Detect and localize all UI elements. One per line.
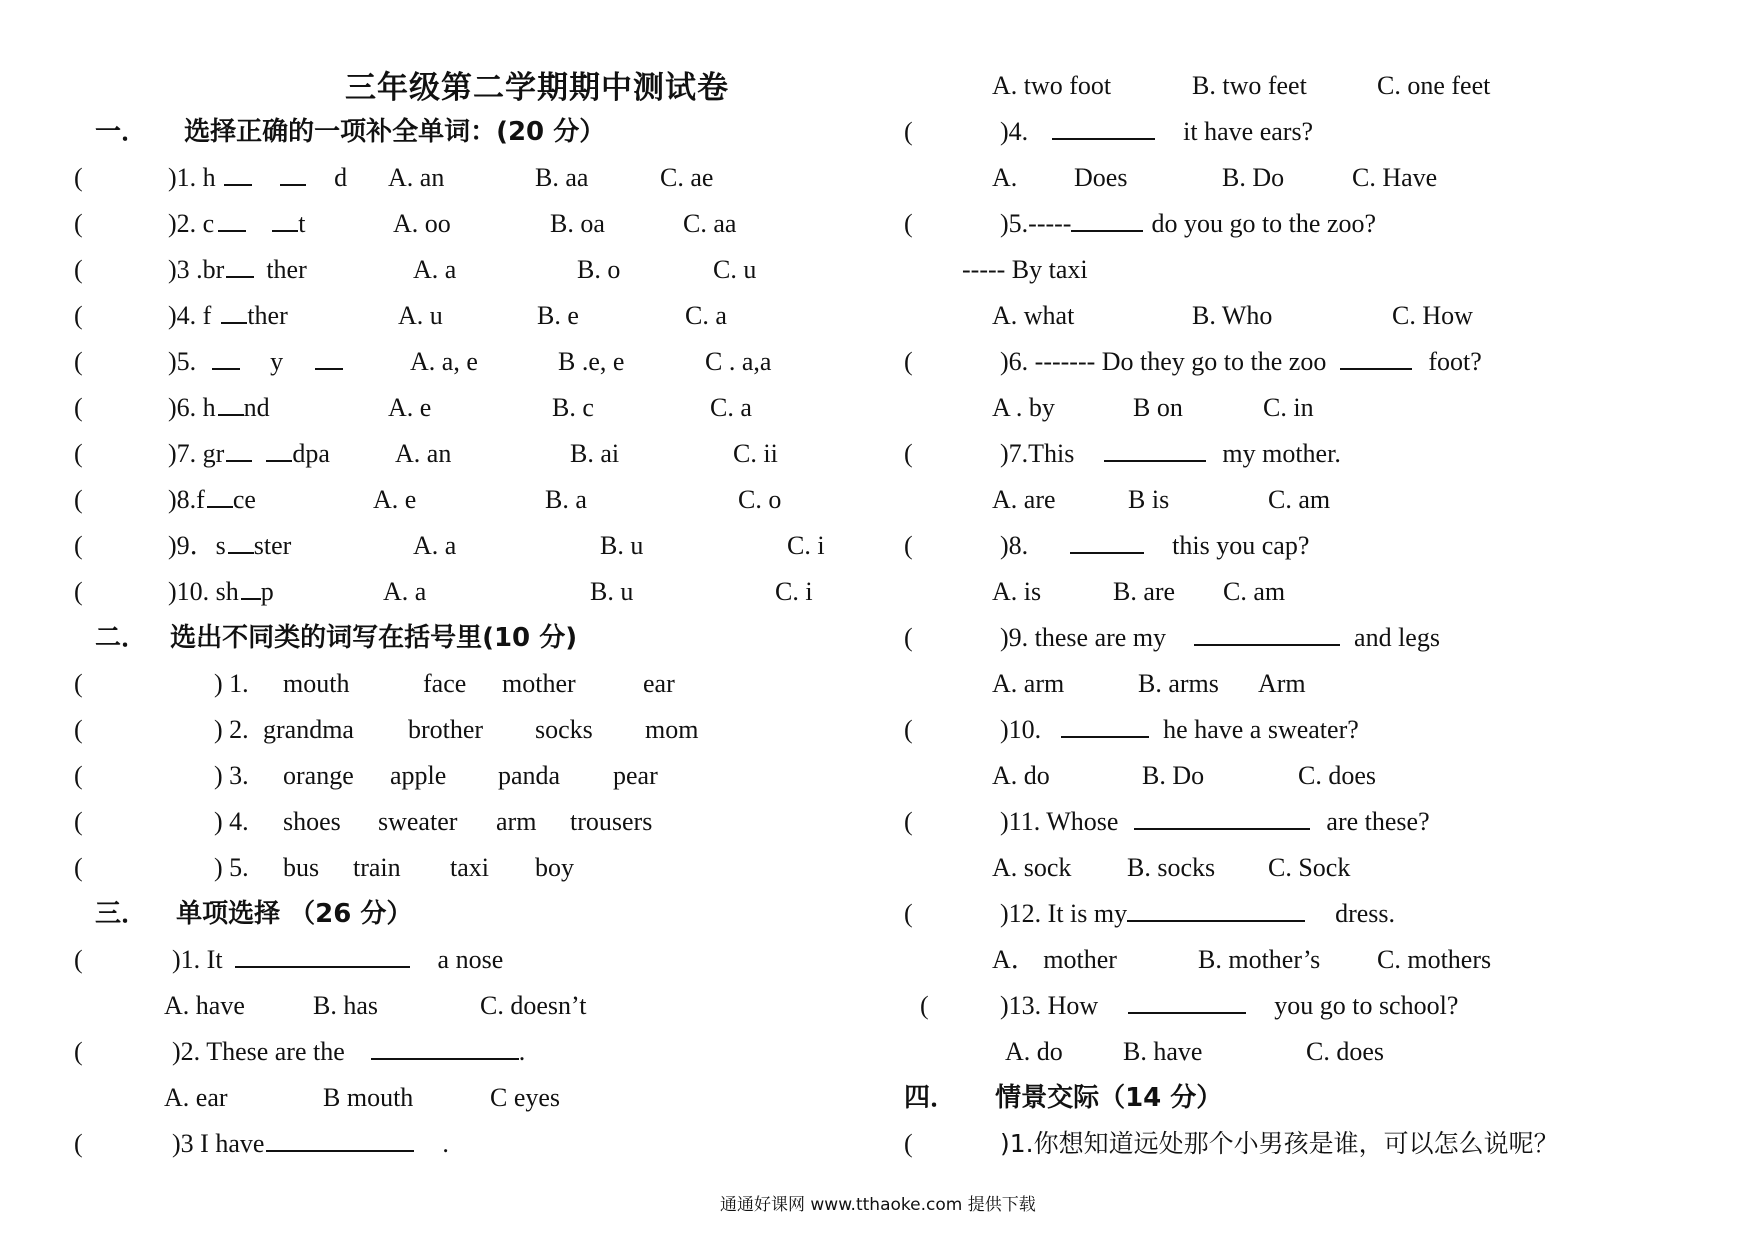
section2-heading [95, 618, 577, 658]
answer-paren[interactable]: ( [74, 531, 83, 560]
answer-paren[interactable]: ( [904, 623, 913, 652]
option-a: A. e [388, 393, 432, 422]
answer-paren[interactable]: ( [74, 255, 83, 284]
option-c: C. does [1306, 1037, 1384, 1066]
blank[interactable] [1340, 342, 1412, 370]
option-a: A. u [398, 301, 443, 330]
option-a-text: Does [1074, 163, 1128, 192]
option-b: B mouth [323, 1083, 414, 1112]
option-c: C. i [775, 577, 813, 606]
s3-q3-tail: . [442, 1129, 449, 1158]
answer-paren[interactable]: ( [904, 531, 913, 560]
word: brother [408, 715, 484, 744]
s3-q3-text: )3 I have [172, 1129, 265, 1158]
s1-item-4 [0, 296, 880, 336]
s3-q11-tail: are these? [1326, 807, 1430, 836]
option-c: C. i [787, 531, 825, 560]
option-a: A. sock [992, 853, 1072, 882]
s1-q7-text: )7. gr [168, 439, 225, 468]
option-c: C. o [738, 485, 782, 514]
option-b: B. e [537, 301, 579, 330]
word: orange [283, 761, 354, 790]
s3-q10-options [880, 756, 1754, 796]
s2-item-4 [0, 802, 880, 842]
blank[interactable] [228, 526, 254, 554]
option-b: B. oa [550, 209, 605, 238]
s1-item-7 [0, 434, 880, 474]
s1-q2-tail: t [298, 209, 306, 238]
option-b: B. Who [1192, 301, 1273, 330]
blank[interactable] [1052, 112, 1155, 140]
s2-number: ) 4. [214, 807, 249, 836]
s1-q6-tail: nd [243, 393, 270, 422]
s1-q8-tail: ce [232, 485, 256, 514]
s3-q13 [880, 986, 1754, 1026]
answer-paren[interactable]: ( [74, 1037, 83, 1066]
section2-title: 选出不同类的词写在括号里(10 分) [170, 623, 578, 653]
s3-q5-options [880, 296, 1754, 336]
option-c: C eyes [490, 1083, 561, 1112]
blank[interactable] [1127, 894, 1305, 922]
s3-q10 [880, 710, 1754, 750]
s3-q7 [880, 434, 1754, 474]
option-c: C. u [713, 255, 757, 284]
s3-q11-options [880, 848, 1754, 888]
blank[interactable] [224, 158, 252, 186]
s3-q10-text: )10. [1000, 715, 1042, 744]
blank[interactable] [1194, 618, 1340, 646]
s3-q9-tail: and legs [1354, 623, 1440, 652]
blank[interactable] [226, 434, 252, 462]
blank[interactable] [1070, 526, 1144, 554]
answer-paren[interactable]: ( [74, 577, 83, 606]
answer-paren[interactable]: ( [74, 209, 83, 238]
s1-q1-text: )1. h [168, 163, 216, 192]
word: arm [496, 807, 537, 836]
s1-q7-tail: dpa [292, 439, 330, 468]
section1-number: 一． [95, 117, 148, 147]
blank[interactable] [1071, 204, 1143, 232]
blank[interactable] [221, 296, 247, 324]
answer-paren[interactable]: ( [904, 899, 913, 928]
word: pear [613, 761, 658, 790]
blank[interactable] [218, 204, 246, 232]
option-c: C. one feet [1377, 71, 1491, 100]
blank[interactable] [218, 388, 244, 416]
option-b: B. a [545, 485, 587, 514]
answer-paren[interactable]: ( [74, 761, 83, 790]
option-b: B. are [1113, 577, 1176, 606]
answer-paren[interactable]: ( [74, 853, 83, 882]
answer-paren[interactable]: ( [74, 945, 83, 974]
s1-item-8 [0, 480, 880, 520]
s1-q3-text: )3 .br [168, 255, 225, 284]
option-c: C. doesn’t [480, 991, 587, 1020]
s3-q4-options [880, 158, 1754, 198]
s1-item-5 [0, 342, 880, 382]
answer-paren[interactable]: ( [904, 209, 913, 238]
s3-q3-options [880, 66, 1754, 106]
s3-q12-options [880, 940, 1754, 980]
option-b: B. u [590, 577, 634, 606]
s2-item-5 [0, 848, 880, 888]
section4-heading [904, 1078, 1222, 1118]
s3-q4-text: )4. [1000, 117, 1029, 146]
option-a: A. do [992, 761, 1050, 790]
s3-q6-options [880, 388, 1754, 428]
word: trousers [570, 807, 653, 836]
section4-title: 情景交际（14 分） [995, 1083, 1223, 1113]
s3-q13-tail: you go to school? [1274, 991, 1459, 1020]
s3-q12 [880, 894, 1754, 934]
s3-q6-tail: foot? [1428, 347, 1482, 376]
option-a: A. a [413, 255, 457, 284]
s1-q8-text: )8.f [168, 485, 205, 514]
s3-q11-text: )11. Whose [1000, 807, 1119, 836]
answer-paren[interactable]: ( [74, 439, 83, 468]
word: train [353, 853, 401, 882]
s1-q9-text: )9．s [168, 531, 226, 560]
s3-q6-text: )6. ------- Do they go to the zoo [1000, 347, 1327, 376]
option-a: A. arm [992, 669, 1065, 698]
section3-heading [95, 894, 412, 934]
option-c: C. Sock [1268, 853, 1351, 882]
s3-q7-tail: my mother. [1222, 439, 1341, 468]
option-a: A. [992, 163, 1018, 192]
option-b: B. two feet [1192, 71, 1307, 100]
s1-item-10 [0, 572, 880, 612]
s2-item-2 [0, 710, 880, 750]
s3-q1-options [0, 986, 880, 1026]
s3-q4 [880, 112, 1754, 152]
s1-q6-text: )6. h [168, 393, 216, 422]
option-b: B. aa [535, 163, 589, 192]
s1-item-2 [0, 204, 880, 244]
s3-q4-tail: it have ears? [1183, 117, 1314, 146]
section1-heading [95, 112, 605, 152]
s2-number: ) 2. [214, 715, 249, 744]
blank[interactable] [272, 204, 298, 232]
s1-q10-tail: p [260, 577, 274, 606]
answer-paren[interactable]: ( [904, 807, 913, 836]
s3-q6 [880, 342, 1754, 382]
s4-q1-text: )1.你想知道远处那个小男孩是谁，可以怎么说呢？ [1000, 1129, 1559, 1158]
blank[interactable] [1128, 986, 1246, 1014]
option-b: B. socks [1127, 853, 1216, 882]
s1-item-9 [0, 526, 880, 566]
answer-paren[interactable]: ( [74, 347, 83, 376]
option-c: C. aa [683, 209, 737, 238]
option-c: C. ae [660, 163, 714, 192]
option-b: B is [1128, 485, 1170, 514]
answer-paren[interactable]: ( [74, 1129, 83, 1158]
blank[interactable] [1134, 802, 1310, 830]
option-a: A. ear [164, 1083, 228, 1112]
blank[interactable] [266, 1124, 414, 1152]
answer-paren[interactable]: ( [904, 117, 913, 146]
blank[interactable] [1104, 434, 1206, 462]
option-a: A. two foot [992, 71, 1112, 100]
option-a: A. do [1005, 1037, 1063, 1066]
s2-item-1 [0, 664, 880, 704]
option-c: C. How [1392, 301, 1473, 330]
s1-item-6 [0, 388, 880, 428]
option-a: A . by [992, 393, 1055, 422]
option-c: C. mothers [1377, 945, 1492, 974]
word: panda [498, 761, 561, 790]
s1-q3-tail: ther [266, 255, 307, 284]
word: mother [502, 669, 576, 698]
answer-paren[interactable]: ( [74, 485, 83, 514]
s3-q8 [880, 526, 1754, 566]
answer-paren[interactable]: ( [74, 163, 83, 192]
blank[interactable] [207, 480, 233, 508]
s3-q10-tail: he have a sweater? [1163, 715, 1359, 744]
option-c: C. am [1223, 577, 1286, 606]
s3-q1-tail: a nose [437, 945, 504, 974]
option-a: A. e [373, 485, 417, 514]
s3-q13-text: )13. How [1000, 991, 1099, 1020]
word: sweater [378, 807, 458, 836]
word: mouth [283, 669, 350, 698]
word: mom [645, 715, 699, 744]
s1-q2-text: )2. c [168, 209, 215, 238]
s1-q5-tail: y [270, 347, 284, 376]
s1-q4-text: )4. f [168, 301, 212, 330]
s3-q1 [0, 940, 880, 980]
s3-q8-tail: this you cap? [1172, 531, 1310, 560]
answer-paren[interactable]: ( [904, 715, 913, 744]
option-a: A. is [992, 577, 1042, 606]
blank[interactable] [212, 342, 240, 370]
section1-title: 选择正确的一项补全单词：(20 分） [184, 117, 606, 147]
s1-q4-tail: ther [247, 301, 288, 330]
answer-paren[interactable]: ( [904, 1129, 913, 1158]
s3-q3 [0, 1124, 880, 1164]
s3-q2 [0, 1032, 880, 1072]
s2-item-3 [0, 756, 880, 796]
s1-q5-text: )5. [168, 347, 197, 376]
s3-q8-options [880, 572, 1754, 612]
answer-paren[interactable]: ( [74, 393, 83, 422]
s1-item-3 [0, 250, 880, 290]
option-a: A. have [164, 991, 245, 1020]
s3-q12-tail: dress. [1335, 899, 1396, 928]
s2-number: ) 5. [214, 853, 249, 882]
s3-q2-tail: . [518, 1037, 526, 1066]
s3-q7-text: )7.This [1000, 439, 1075, 468]
option-b: B. ai [570, 439, 620, 468]
option-c: C . a,a [705, 347, 772, 376]
option-a: A. a, e [410, 347, 478, 376]
blank[interactable] [1061, 710, 1149, 738]
word: bus [283, 853, 320, 882]
word: socks [535, 715, 593, 744]
s3-q9-text: )9. these are my [1000, 623, 1167, 652]
option-a: A. a [413, 531, 457, 560]
s3-q5-answer-line [880, 250, 1754, 290]
option-b: B. has [313, 991, 378, 1020]
option-b: B. have [1123, 1037, 1203, 1066]
option-b: B. c [552, 393, 594, 422]
s3-q7-options [880, 480, 1754, 520]
option-a: A. a [383, 577, 427, 606]
option-b: B. o [577, 255, 621, 284]
s3-q9 [880, 618, 1754, 658]
s3-q11 [880, 802, 1754, 842]
page-title: 三年级第二学期期中测试卷 [345, 70, 729, 106]
s2-number: ) 1. [214, 669, 249, 698]
blank[interactable] [315, 342, 343, 370]
s3-q9-options [880, 664, 1754, 704]
s3-q5 [880, 204, 1754, 244]
word: taxi [450, 853, 489, 882]
option-a: A. an [395, 439, 452, 468]
option-a: A. what [992, 301, 1075, 330]
answer-paren[interactable]: ( [904, 439, 913, 468]
word: apple [390, 761, 447, 790]
option-a: A. an [388, 163, 445, 192]
s3-q2-text: )2. These are the [172, 1037, 345, 1066]
word: boy [535, 853, 574, 882]
option-c: C. in [1263, 393, 1314, 422]
option-c: C. does [1298, 761, 1376, 790]
answer-paren[interactable]: ( [904, 347, 913, 376]
s3-q8-text: )8. [1000, 531, 1029, 560]
s3-q12-text: )12. It is my [1000, 899, 1128, 928]
option-b: B. arms [1138, 669, 1219, 698]
s3-q5-text: )5.----- [1000, 209, 1072, 238]
blank[interactable] [235, 940, 410, 968]
s1-q10-text: )10. sh [168, 577, 239, 606]
option-b: B on [1133, 393, 1183, 422]
word: grandma [263, 715, 354, 744]
blank[interactable] [226, 250, 254, 278]
answer-paren[interactable]: ( [74, 715, 83, 744]
word: ear [643, 669, 675, 698]
answer-paren[interactable]: ( [74, 301, 83, 330]
answer-paren[interactable]: ( [920, 991, 929, 1020]
section2-number: 二． [95, 623, 148, 653]
word: face [423, 669, 467, 698]
s2-number: ) 3. [214, 761, 249, 790]
option-b: B .e, e [558, 347, 625, 376]
option-c: C. Have [1352, 163, 1438, 192]
s1-item-1 [0, 158, 880, 198]
footer-source: 通通好课网 www.tthaoke.com 提供下载 [720, 1195, 1036, 1215]
option-b: B. mother’s [1198, 945, 1321, 974]
answer-paren[interactable]: ( [74, 669, 83, 698]
option-a: A. are [992, 485, 1056, 514]
option-c: C. a [685, 301, 727, 330]
option-a: A． mother [992, 945, 1117, 974]
section3-number: 三． [95, 899, 148, 929]
s1-q1-tail: d [334, 163, 348, 192]
option-b: B. Do [1142, 761, 1205, 790]
s3-q13-options [880, 1032, 1754, 1072]
blank[interactable] [280, 158, 306, 186]
option-a: A. oo [393, 209, 451, 238]
option-b: B. u [600, 531, 644, 560]
s3-q5-tail: do you go to the zoo? [1151, 209, 1377, 238]
s4-q1 [880, 1124, 1754, 1164]
option-b: B. Do [1222, 163, 1285, 192]
option-c: C. am [1268, 485, 1331, 514]
blank[interactable] [241, 572, 261, 600]
section3-title: 单项选择 （26 分） [176, 899, 413, 929]
section4-number: 四． [904, 1083, 957, 1113]
s3-q1-text: )1. It [172, 945, 223, 974]
s3-q5-dialog: ----- By taxi [962, 255, 1088, 284]
s3-q2-options [0, 1078, 880, 1118]
option-c: C. ii [733, 439, 778, 468]
s1-q9-tail: ster [253, 531, 292, 560]
blank[interactable] [266, 434, 292, 462]
option-c: C. a [710, 393, 752, 422]
blank[interactable] [371, 1032, 519, 1060]
answer-paren[interactable]: ( [74, 807, 83, 836]
option-c: Arm [1258, 669, 1306, 698]
word: shoes [283, 807, 341, 836]
